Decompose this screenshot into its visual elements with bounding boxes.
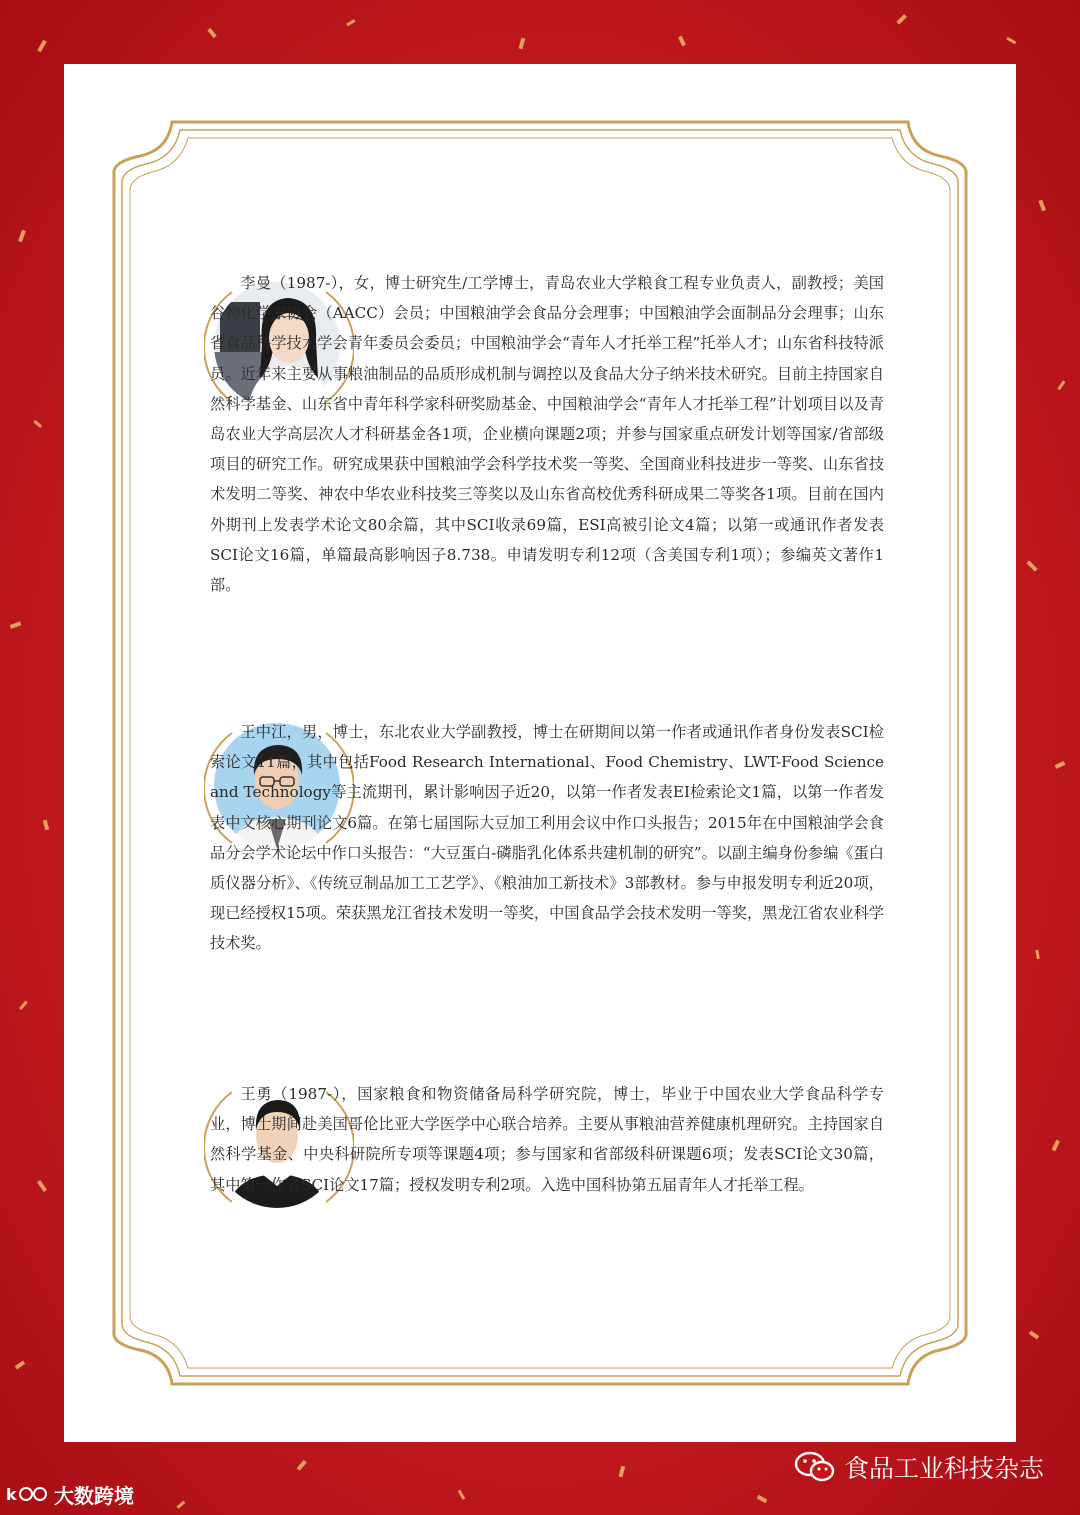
svg-text:k: k xyxy=(6,1485,17,1504)
wechat-icon xyxy=(794,1449,836,1485)
kd-logo-icon xyxy=(6,1482,54,1506)
bio-wang-yong: 王勇（1987-），国家粮食和物资储备局科学研究院，博士，毕业于中国农业大学食品科学专业，博士期间赴美国哥伦比亚大学医学中心联合培养。主要从事粮油营养健康机理研究。主持国家自然科学基金、中央科研院所专项等课题4项；参与国家和省部级科研课题6项；发表SCI论文30篇，其中第一作者SCI论文17篇；授权发明专利2项。入选中国科协第五届青年人才托举工程。 xyxy=(210,1085,884,1194)
content-card xyxy=(64,64,1016,1442)
watermark-left-text: 大数跨境 xyxy=(54,1483,134,1508)
watermark-left xyxy=(6,1476,134,1512)
bio-li-man: 李曼（1987-），女，博士研究生/工学博士，青岛农业大学粮食工程专业负责人，副教授；美国谷物化学家协会（AACC）会员；中国粮油学会食品分会理事；中国粮油学会面制品分会理事；山东省食品科学技术学会青年委员会委员；中国粮油学会“青年人才托举工程”托举人才；山东省科技特派员。近年来主要从事粮油制品的品质形成机制与调控以及食品大分子纳米技术研究。目前主持国家自然科学基金、山东省中青年科学家科研奖励基金、中国粮油学会“青年人才托举工程”计划项目以及青岛农业大学高层次人才科研基金各1项，企业横向课题2项；并参与国家重点研发计划等国家/省部级项目的研究工作。研究成果获中国粮油学会科学技术奖一等奖、全国商业科技进步一等奖、山东省技术发明二等奖、神农中华农业科技奖三等奖以及山东省高校优秀科研成果二等奖各1项。目前在国内外期刊上发表学术论文80余篇，其中SCI收录69篇，ESI高被引论文4篇；以第一或通讯作者发表SCI论文16篇，单篇最高影响因子8.738。申请发明专利12项（含美国专利1项）；参编英文著作1部。 xyxy=(210,274,884,595)
bio-wang-zhongjiang: 王中江，男，博士，东北农业大学副教授，博士在研期间以第一作者或通讯作者身份发表SCI检索论文11篇，其中包括Food Research International、Food Chemistry、LWT-Food Science and Technology等主流期刊，累计影响因子近20，以第一作者发表EI检索论文1篇，以第一作者发表中文核心期刊论文6篇。在第七届国际大豆加工利用会议中作口头报告；2015年在中国粮油学会食品分会学术论坛中作口头报告：“大豆蛋白-磷脂乳化体系共建机制的研究”。以副主编身份参编《蛋白质仪器分析》、《传统豆制品加工工艺学》、《粮油加工新技术》3部教材。参与申报发明专利近20项，现已经授权15项。荣获黑龙江省技术发明一等奖，中国食品学会技术发明一等奖，黑龙江省农业科学技术奖。 xyxy=(210,723,884,953)
watermark-right xyxy=(794,1446,1044,1488)
watermark-right-text: 食品工业科技杂志 xyxy=(843,1454,1044,1483)
